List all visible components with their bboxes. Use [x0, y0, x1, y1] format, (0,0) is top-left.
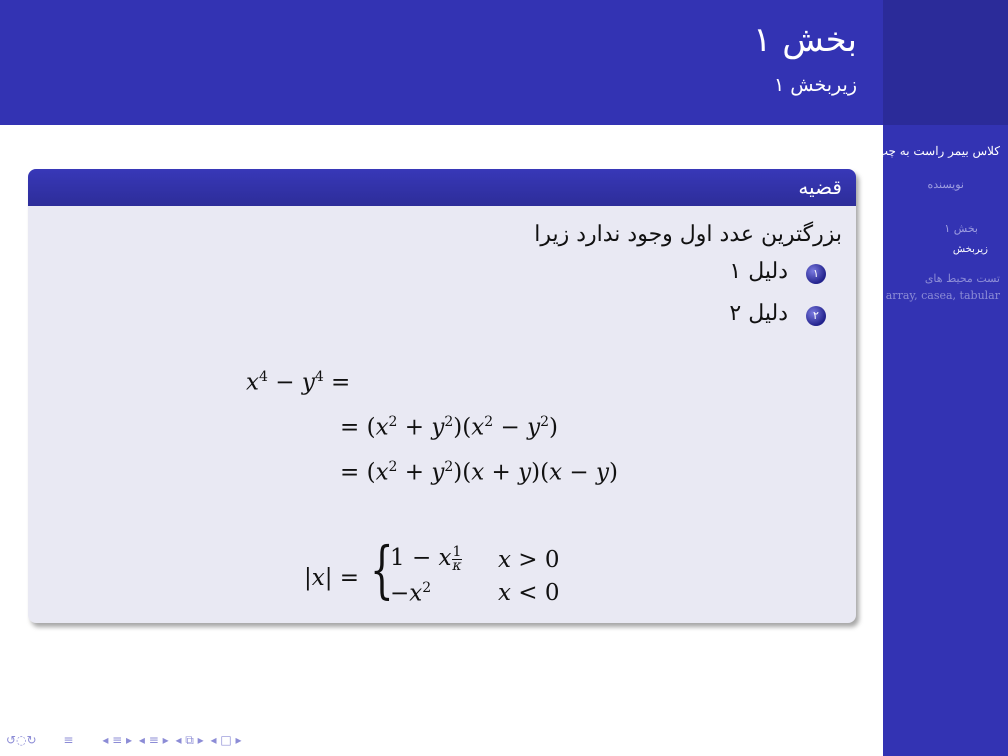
enum-item-1: دلیل ۱	[729, 259, 788, 284]
theorem-statement: بزرگترین عدد اول وجود ندارد زیرا	[534, 222, 842, 247]
frame-nav-icon[interactable]: ◂ ⧉ ▸	[175, 733, 204, 747]
sidebar	[876, 0, 1008, 756]
sidebar-presentation-title[interactable]: کلاس بیمر راست به چپ	[876, 144, 1000, 158]
sidebar-item-subsection[interactable]: زیربخش	[952, 244, 988, 255]
subsection-nav-icon[interactable]: ◂ ≡ ▸	[102, 733, 133, 747]
back-forward-icon[interactable]: ↺◌↻	[6, 733, 37, 747]
abs-equation-lhs: |x| =	[304, 565, 360, 591]
frame-header	[0, 0, 883, 125]
theorem-title: قضیه	[798, 175, 842, 199]
beamer-navigation	[6, 733, 245, 748]
sidebar-item-section-2[interactable]	[886, 270, 1000, 304]
section-nav-icon[interactable]: ◂ ≡ ▸	[138, 733, 169, 747]
cases-row-2-value: $-x^2$	[390, 580, 432, 607]
equation-line-1: $x^4 - y^4$ =	[246, 369, 351, 396]
enum-item-2: دلیل ۲	[729, 301, 788, 326]
sidebar-top	[883, 0, 1008, 125]
cases-row-1-condition: x > 0	[498, 547, 560, 573]
frame-subtitle: زیربخش ۱	[774, 74, 857, 96]
presentation-icon[interactable]: ≡	[63, 733, 74, 747]
theorem-block	[28, 169, 856, 623]
theorem-block-header	[28, 169, 856, 206]
enum-number-2: ۲	[806, 306, 826, 326]
cases-row-1-value: 1 − x $\frac{1}{\kappa}$	[390, 543, 462, 574]
slide-nav-icon[interactable]: ◂ □ ▸	[210, 733, 242, 747]
sidebar-item-section-1[interactable]: بخش ۱	[944, 222, 978, 235]
cases-brace: {	[370, 533, 394, 606]
sidebar-item-section-2-line2: array, casea, tabular	[885, 289, 1000, 302]
enum-number-1: ۱	[806, 264, 826, 284]
sidebar-author[interactable]: نویسنده	[927, 178, 964, 191]
equation-line-2: = $(x^2 + y^2)(x^2 - y^2)$	[340, 414, 558, 441]
sidebar-item-section-2-line1: تست محیط های	[924, 272, 1000, 285]
frame-title: بخش ۱	[753, 20, 857, 60]
equation-line-3: = $(x^2 + y^2)(x + y)(x - y)$	[340, 459, 618, 486]
cases-row-2-condition: x < 0	[498, 580, 560, 606]
